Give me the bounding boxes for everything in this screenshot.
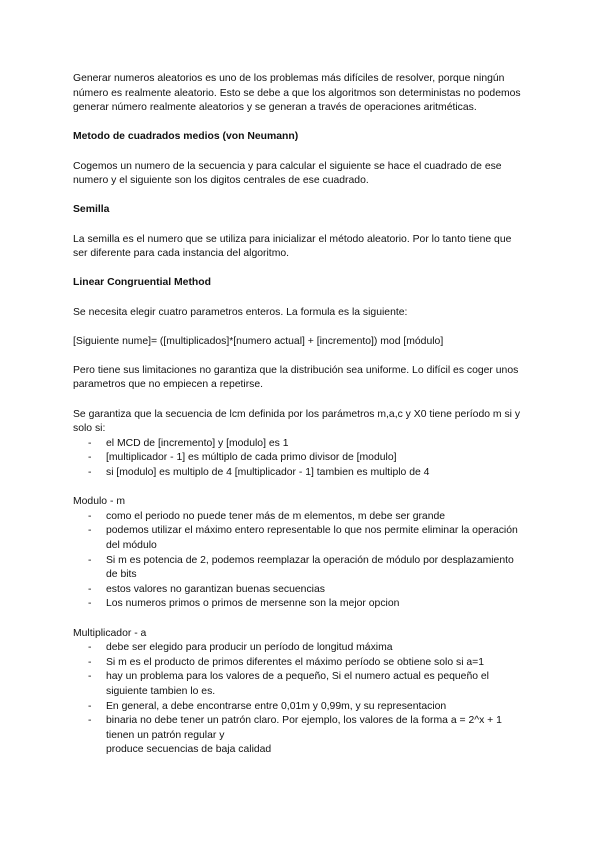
list-item: - binaria no debe tener un patrón claro. Por ejemplo, los valores de la forma a = 2^x + 1 tienen un patrón regular y — [88, 715, 502, 741]
list-item: - hay un problema para los valores de a pequeño, Si el numero actual es pequeño el siguiente tambien lo es. — [88, 671, 489, 697]
list-item: - podemos utilizar el máximo entero representable lo que nos permite eliminar la operación del módulo — [88, 525, 518, 551]
list-item: - Si m es potencia de 2, podemos reemplazar la operación de módulo por desplazamiento de bits — [88, 554, 514, 581]
heading-multiplicador: Multiplicador - a — [73, 627, 147, 639]
paragraph-lcm-params: Se necesita elegir cuatro parametros enteros. La formula es la siguiente: — [73, 306, 408, 318]
dash-bullet: - — [88, 525, 92, 537]
paragraph-lcm-period: Se garantiza que la secuencia de lcm definida por los parámetros m,a,c y X0 tiene período m si y solo si: — [73, 408, 521, 435]
dash-bullet: - — [88, 671, 92, 683]
dash-bullet: - — [88, 437, 92, 449]
heading-semilla: Semilla — [73, 204, 110, 216]
dash-bullet: - — [88, 452, 92, 464]
paragraph-semilla: La semilla es el numero que se utiliza para inicializar el método aleatorio. Por lo tanto tiene que ser diferente para cada instancia del algoritmo. — [73, 233, 512, 260]
list-item: - Si m es el producto de primos diferentes el máximo período se obtiene solo si a=1 — [73, 656, 528, 671]
heading-modulo: Modulo - m — [73, 496, 125, 508]
multiplicador-list — [73, 641, 528, 758]
lcm-conditions-list — [73, 437, 528, 481]
dash-bullet: - — [88, 642, 92, 654]
dash-bullet: - — [88, 554, 92, 566]
modulo-list — [73, 510, 528, 612]
list-item: - si [modulo] es multiplo de 4 [multiplicador - 1] tambien es multiplo de 4 — [73, 466, 528, 481]
dash-bullet: - — [88, 715, 92, 727]
heading-lcm: Linear Congruential Method — [73, 277, 211, 289]
document-page — [73, 72, 528, 758]
list-item: - En general, a debe encontrarse entre 0,01m y 0,99m, y su representacion — [73, 700, 528, 715]
list-item: - debe ser elegido para producir un período de longitud máxima — [73, 641, 528, 656]
dash-bullet: - — [88, 510, 92, 522]
list-item: - estos valores no garantizan buenas secuencias — [73, 583, 528, 598]
paragraph-lcm-limitations: Pero tiene sus limitaciones no garantiza que la distribución sea uniforme. Lo difícil es coger unos parametros que no empiecen a repetirse. — [73, 364, 519, 391]
list-item: - el MCD de [incremento] y [modulo] es 1 — [73, 437, 528, 452]
list-item: - [multiplicador - 1] es múltiplo de cada primo divisor de [modulo] — [73, 451, 528, 466]
list-item: - Los numeros primos o primos de mersenne son la mejor opcion — [73, 597, 528, 612]
intro-paragraph: Generar numeros aleatorios es uno de los problemas más difíciles de resolver, porque ningún número es realmente aleatorio. Esto se debe a que los algoritmos son deterministas no podemos generar número realmente aleatorios y se generan a través de operaciones aritméticas. — [73, 73, 521, 114]
list-item-continuation: produce secuencias de baja calidad — [106, 744, 272, 756]
lcm-formula: [Siguiente nume]= ([multiplicados]*[numero actual] + [incremento]) mod [módulo] — [73, 335, 444, 347]
dash-bullet: - — [88, 583, 92, 595]
dash-bullet: - — [88, 656, 92, 668]
dash-bullet: - — [88, 598, 92, 610]
heading-cuadrados-medios: Metodo de cuadrados medios (von Neumann) — [73, 131, 299, 143]
dash-bullet: - — [88, 467, 92, 479]
list-item: - como el periodo no puede tener más de m elementos, m debe ser grande — [73, 510, 528, 525]
paragraph-cuadrados-medios: Cogemos un numero de la secuencia y para calcular el siguiente se hace el cuadrado de ese numero y el siguiente son los digitos centrales de ese cuadrado. — [73, 160, 502, 187]
dash-bullet: - — [88, 700, 92, 712]
